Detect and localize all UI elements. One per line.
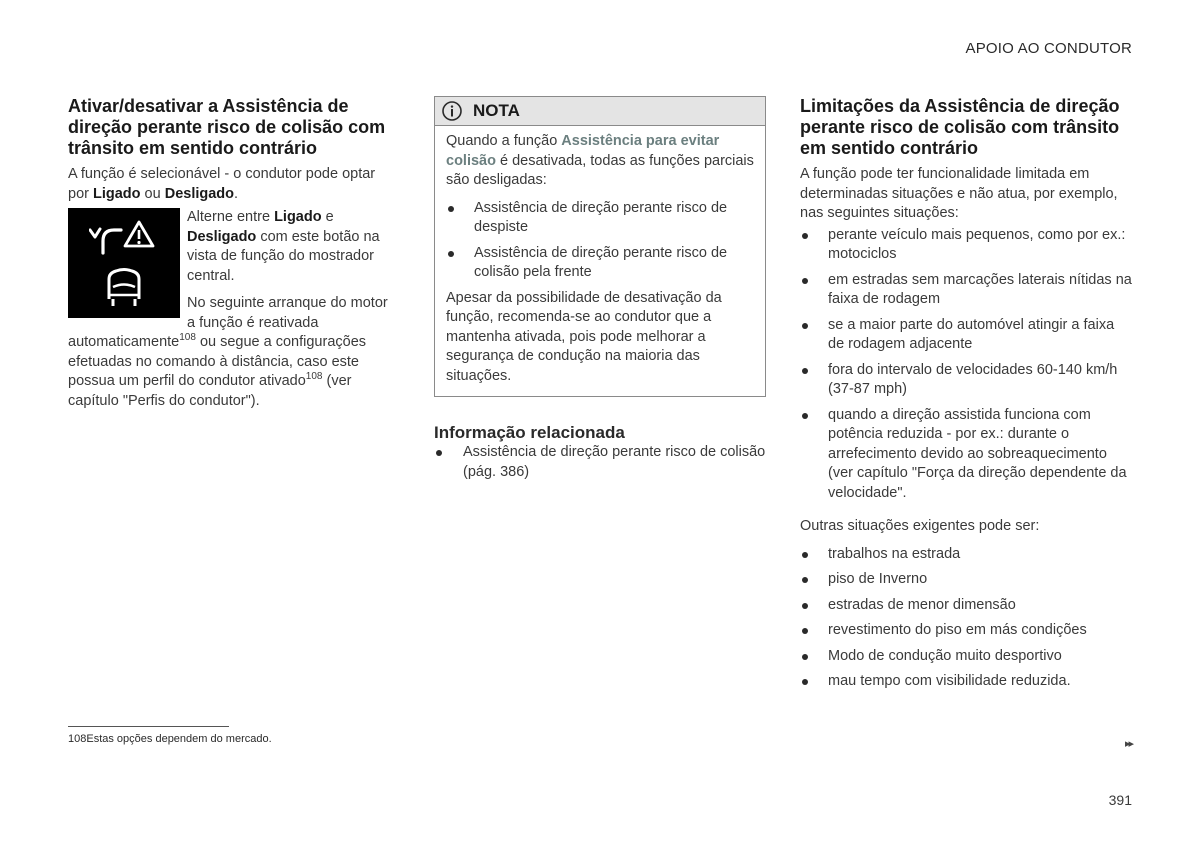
limitations-list xyxy=(800,226,1132,504)
note-body xyxy=(435,126,765,396)
column-note xyxy=(434,96,766,488)
note-header xyxy=(435,97,765,126)
situation-item: revestimento do piso em más condições xyxy=(800,621,1132,641)
situation-item: piso de Inverno xyxy=(800,570,1132,590)
button-illustration-row xyxy=(68,208,398,411)
note-box xyxy=(434,96,766,397)
footnote-ref: 108 xyxy=(179,332,196,344)
note-text-end: é desativada, todas as funções parciais são desligadas: xyxy=(446,152,754,188)
footnote xyxy=(68,733,272,745)
situation-item: trabalhos na estrada xyxy=(800,545,1132,565)
toggle-text-end: com este botão na vista de função do mostrador central. xyxy=(187,228,380,284)
note-list xyxy=(446,199,755,283)
intro-text: A função é selecionável - o condutor pode optar por xyxy=(68,166,376,202)
heading-activate: Ativar/desativar a Assistência de direção perante risco de colisão com trânsito em sentido contrário xyxy=(68,96,386,158)
intro-text-end: . xyxy=(234,185,239,202)
other-situations-text: Outras situações exigentes pode ser: xyxy=(800,518,1040,534)
note-paragraph-1 xyxy=(446,132,755,191)
note-list-item: Assistência de direção perante risco de despiste xyxy=(446,199,755,238)
intro-text-mid: ou xyxy=(140,185,165,202)
footnote-ref: 108 xyxy=(305,371,323,383)
other-situations-list xyxy=(800,545,1132,692)
related-info-title: Informação relacionada xyxy=(434,423,625,442)
limitations-intro: A função pode ter funcionalidade limitada em determinadas situações e não atua, por exemplo, nas seguintes situações: xyxy=(800,166,1118,221)
limitation-item: perante veículo mais pequenos, como por ex.: motociclos xyxy=(800,226,1132,265)
column-limitations xyxy=(800,96,1132,698)
limitation-item: quando a direção assistida funciona com potência reduzida - por ex.: durante o arrefecimento devido ao sobreaquecimento (ver capítulo "Força da direção dependente da velocidade". xyxy=(800,406,1132,504)
restart-text: No seguinte arranque do motor a função é reativada automaticamente xyxy=(68,295,388,350)
heading-limitations: Limitações da Assistência de direção perante risco de colisão com trânsito em sentido contrário xyxy=(800,96,1120,158)
restart-text-mid: ou segue a configurações efetuadas no comando à distância, caso este possua um perfil do condutor ativado xyxy=(68,334,367,389)
limitation-item: em estradas sem marcações laterais nítidas na faixa de rodagem xyxy=(800,271,1132,310)
limitation-item: fora do intervalo de velocidades 60-140 km/h (37-87 mph) xyxy=(800,361,1132,400)
function-name-link[interactable]: Assistência para evitar colisão xyxy=(446,133,720,169)
toggle-on: Ligado xyxy=(274,209,322,225)
footnote-text: Estas opções dependem do mercado. xyxy=(86,733,272,745)
info-icon xyxy=(441,100,463,122)
option-on: Ligado xyxy=(93,185,141,202)
situation-item: Modo de condução muito desportivo xyxy=(800,647,1132,667)
related-list xyxy=(434,443,766,482)
section-header: APOIO AO CONDUTOR xyxy=(965,40,1132,57)
note-title: NOTA xyxy=(473,101,520,120)
related-link[interactable]: Assistência de direção perante risco de colisão (pág. 386) xyxy=(434,443,766,482)
toggle-text: Alterne entre xyxy=(187,209,275,225)
restart-text-end: (ver capítulo "Perfis do condutor"). xyxy=(68,373,352,409)
toggle-text-mid: e xyxy=(321,209,334,225)
footnote-number: 108 xyxy=(68,733,87,745)
footnote-divider xyxy=(68,726,229,727)
double-arrow-right-icon[interactable]: ▸▸ xyxy=(1124,738,1132,750)
note-text: Quando a função xyxy=(446,133,562,149)
function-button-image xyxy=(68,208,180,318)
note-paragraph-2: Apesar da possibilidade de desativação da função, recomenda-se ao condutor que a mantenha ativada, pois pode melhorar a segurança de condução na maioria das situações. xyxy=(446,289,722,384)
situation-item: mau tempo com visibilidade reduzida. xyxy=(800,672,1132,692)
toggle-off: Desligado xyxy=(187,228,257,245)
limitation-item: se a maior parte do automóvel atingir a faixa de rodagem adjacente xyxy=(800,316,1132,355)
page-number: 391 xyxy=(1108,792,1132,808)
option-off: Desligado xyxy=(164,185,235,202)
situation-item: estradas de menor dimensão xyxy=(800,596,1132,616)
intro-paragraph xyxy=(68,165,398,204)
note-list-item: Assistência de direção perante risco de colisão pela frente xyxy=(446,244,755,283)
oncoming-collision-icon xyxy=(89,213,159,313)
column-activate xyxy=(68,96,398,419)
